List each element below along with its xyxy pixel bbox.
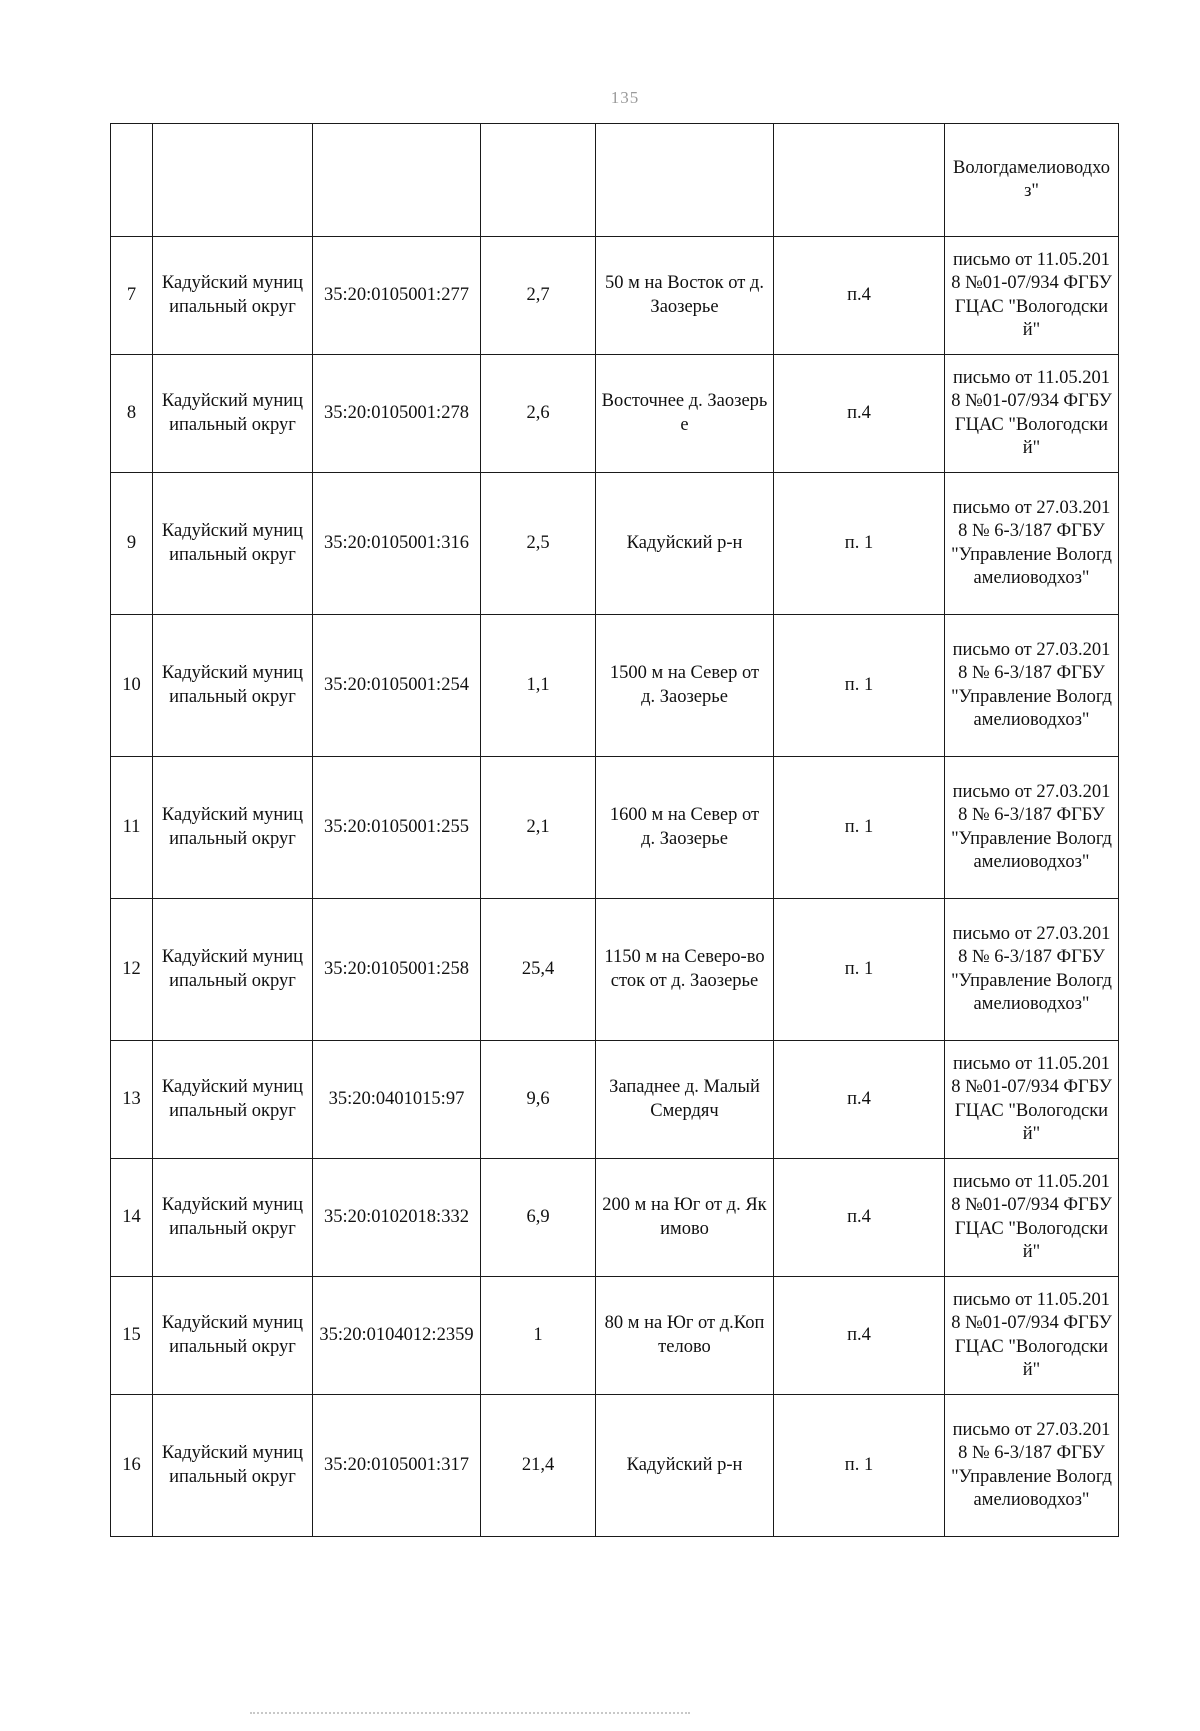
cell-municipality: Кадуйский муниципальный округ <box>153 473 313 615</box>
cell-item <box>774 124 945 237</box>
cell-item: п. 1 <box>774 473 945 615</box>
cell-number <box>111 124 153 237</box>
cell-number: 10 <box>111 615 153 757</box>
cell-cadastral-number: 35:20:0105001:316 <box>313 473 481 615</box>
cell-municipality: Кадуйский муниципальный округ <box>153 615 313 757</box>
cell-number: 12 <box>111 899 153 1041</box>
cell-location: 80 м на Юг от д.Коптелово <box>596 1277 774 1395</box>
cell-municipality: Кадуйский муниципальный округ <box>153 1159 313 1277</box>
cell-cadastral-number: 35:20:0401015:97 <box>313 1041 481 1159</box>
cell-municipality <box>153 124 313 237</box>
cell-location: Восточнее д. Заозерье <box>596 355 774 473</box>
cell-item: п. 1 <box>774 899 945 1041</box>
table-row <box>111 899 1119 1041</box>
table-row <box>111 355 1119 473</box>
cell-municipality: Кадуйский муниципальный округ <box>153 355 313 473</box>
cell-document: письмо от 27.03.2018 № 6-3/187 ФГБУ "Управление Вологдамелиоводхоз" <box>945 1395 1119 1537</box>
cell-document: письмо от 27.03.2018 № 6-3/187 ФГБУ "Управление Вологдамелиоводхоз" <box>945 757 1119 899</box>
cell-number: 15 <box>111 1277 153 1395</box>
cell-document: письмо от 11.05.2018 №01-07/934 ФГБУ ГЦАС "Вологодский" <box>945 355 1119 473</box>
cell-municipality: Кадуйский муниципальный округ <box>153 1277 313 1395</box>
cell-cadastral-number: 35:20:0105001:255 <box>313 757 481 899</box>
table-row <box>111 473 1119 615</box>
cell-item: п. 1 <box>774 757 945 899</box>
cell-area: 25,4 <box>481 899 596 1041</box>
cell-item: п. 1 <box>774 1395 945 1537</box>
cell-area: 6,9 <box>481 1159 596 1277</box>
cell-location: Кадуйский р-н <box>596 473 774 615</box>
cell-document: письмо от 27.03.2018 № 6-3/187 ФГБУ "Управление Вологдамелиоводхоз" <box>945 473 1119 615</box>
cell-area: 1 <box>481 1277 596 1395</box>
cell-area: 9,6 <box>481 1041 596 1159</box>
cell-municipality: Кадуйский муниципальный округ <box>153 899 313 1041</box>
cell-municipality: Кадуйский муниципальный округ <box>153 757 313 899</box>
cell-area: 1,1 <box>481 615 596 757</box>
cell-document: письмо от 11.05.2018 №01-07/934 ФГБУ ГЦАС "Вологодский" <box>945 1159 1119 1277</box>
cell-location: 1600 м на Север от д. Заозерье <box>596 757 774 899</box>
table-row <box>111 757 1119 899</box>
cell-cadastral-number: 35:20:0105001:258 <box>313 899 481 1041</box>
table-row <box>111 1395 1119 1537</box>
cell-municipality: Кадуйский муниципальный округ <box>153 1041 313 1159</box>
cell-area: 2,1 <box>481 757 596 899</box>
cell-cadastral-number <box>313 124 481 237</box>
cell-number: 13 <box>111 1041 153 1159</box>
page-number: 135 <box>610 88 640 107</box>
cell-item: п.4 <box>774 1277 945 1395</box>
cell-number: 14 <box>111 1159 153 1277</box>
cell-cadastral-number: 35:20:0105001:277 <box>313 237 481 355</box>
cell-number: 9 <box>111 473 153 615</box>
cell-municipality: Кадуйский муниципальный округ <box>153 1395 313 1537</box>
cell-location: Западнее д. Малый Смердяч <box>596 1041 774 1159</box>
land-plots-table <box>110 123 1119 1537</box>
table-row <box>111 237 1119 355</box>
cell-location: Кадуйский р-н <box>596 1395 774 1537</box>
table-row <box>111 615 1119 757</box>
table-row <box>111 1041 1119 1159</box>
cell-area: 2,5 <box>481 473 596 615</box>
cell-location <box>596 124 774 237</box>
cell-document: письмо от 27.03.2018 № 6-3/187 ФГБУ "Управление Вологдамелиоводхоз" <box>945 899 1119 1041</box>
cell-item: п.4 <box>774 1159 945 1277</box>
cell-number: 8 <box>111 355 153 473</box>
cell-document: Вологдамелиоводхоз" <box>945 124 1119 237</box>
cell-cadastral-number: 35:20:0102018:332 <box>313 1159 481 1277</box>
scan-artifact <box>250 1712 690 1720</box>
cell-location: 1150 м на Северо-восток от д. Заозерье <box>596 899 774 1041</box>
cell-area: 21,4 <box>481 1395 596 1537</box>
table-row <box>111 1277 1119 1395</box>
cell-number: 7 <box>111 237 153 355</box>
cell-document: письмо от 11.05.2018 №01-07/934 ФГБУ ГЦАС "Вологодский" <box>945 1277 1119 1395</box>
cell-location: 200 м на Юг от д. Якимово <box>596 1159 774 1277</box>
cell-document: письмо от 11.05.2018 №01-07/934 ФГБУ ГЦАС "Вологодский" <box>945 1041 1119 1159</box>
cell-document: письмо от 27.03.2018 № 6-3/187 ФГБУ "Управление Вологдамелиоводхоз" <box>945 615 1119 757</box>
cell-item: п.4 <box>774 355 945 473</box>
cell-number: 11 <box>111 757 153 899</box>
cell-location: 1500 м на Север от д. Заозерье <box>596 615 774 757</box>
cell-location: 50 м на Восток от д. Заозерье <box>596 237 774 355</box>
cell-cadastral-number: 35:20:0105001:278 <box>313 355 481 473</box>
cell-area: 2,7 <box>481 237 596 355</box>
cell-item: п.4 <box>774 237 945 355</box>
cell-cadastral-number: 35:20:0105001:254 <box>313 615 481 757</box>
cell-municipality: Кадуйский муниципальный округ <box>153 237 313 355</box>
table-body <box>111 124 1119 1537</box>
cell-cadastral-number: 35:20:0104012:2359 <box>313 1277 481 1395</box>
cell-item: п.4 <box>774 1041 945 1159</box>
continued-row <box>111 124 1119 237</box>
cell-document: письмо от 11.05.2018 №01-07/934 ФГБУ ГЦАС "Вологодский" <box>945 237 1119 355</box>
cell-area <box>481 124 596 237</box>
cell-cadastral-number: 35:20:0105001:317 <box>313 1395 481 1537</box>
cell-number: 16 <box>111 1395 153 1537</box>
table-row <box>111 1159 1119 1277</box>
cell-item: п. 1 <box>774 615 945 757</box>
cell-area: 2,6 <box>481 355 596 473</box>
